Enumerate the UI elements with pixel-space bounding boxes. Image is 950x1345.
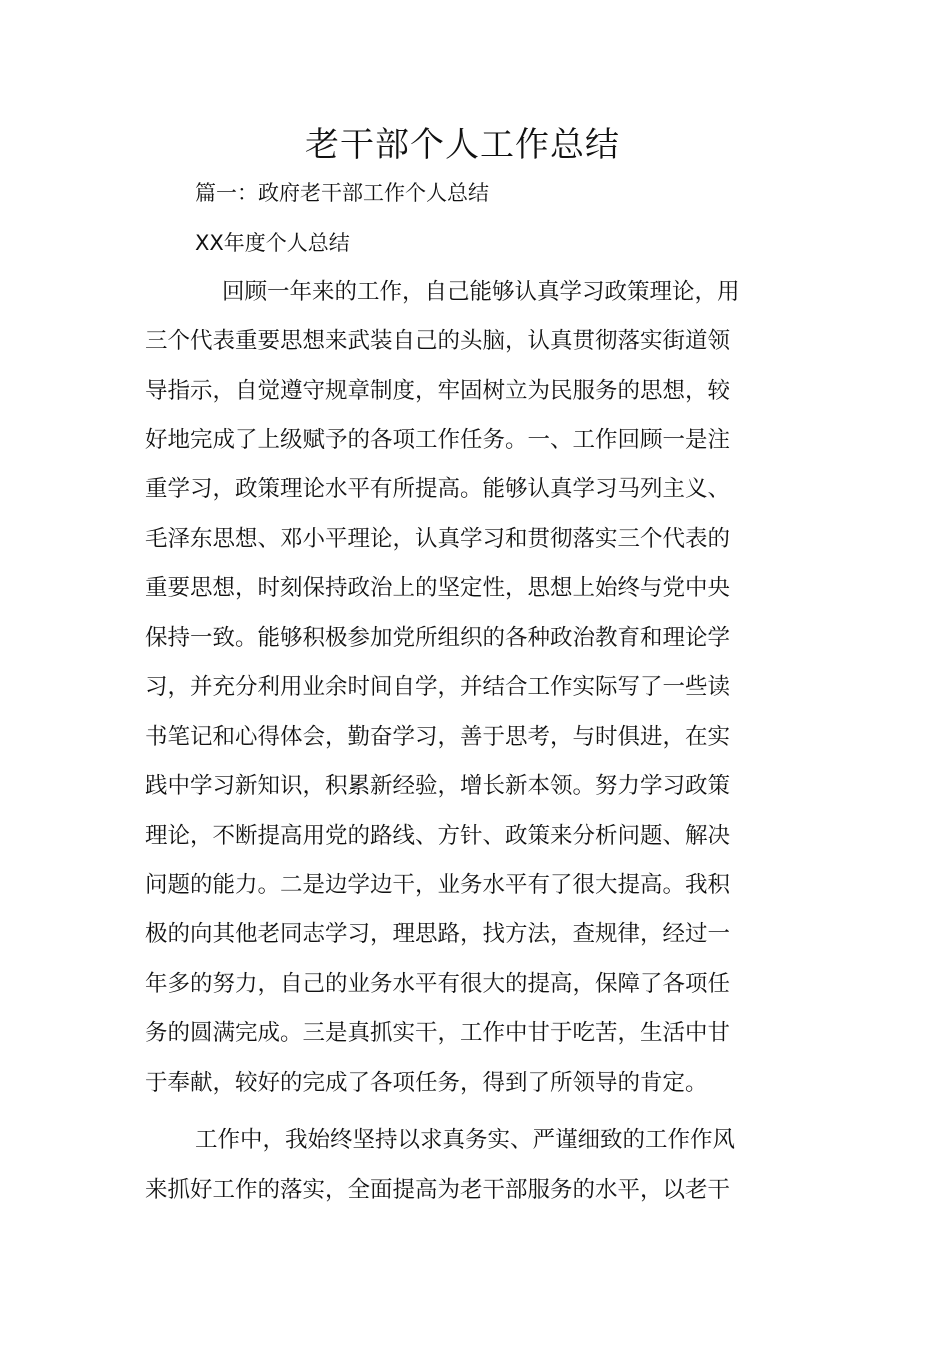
paragraph-1-line: 极的向其他老同志学习，理思路，找方法，查规律，经过一 — [145, 921, 731, 947]
paragraph-1-line: 导指示，自觉遵守规章制度，牢固树立为民服务的思想，较 — [145, 378, 731, 404]
paragraph-1-line: 三个代表重要思想来武装自己的头脑，认真贯彻落实街道领 — [145, 328, 731, 354]
subheading-part-one: 篇一：政府老干部工作个人总结 — [195, 181, 489, 205]
paragraph-1-line: 年多的努力，自己的业务水平有很大的提高，保障了各项任 — [145, 971, 731, 997]
paragraph-1-line: 务的圆满完成。三是真抓实干，工作中甘于吃苦，生活中甘 — [145, 1020, 731, 1046]
paragraph-1-line: 好地完成了上级赋予的各项工作任务。一、工作回顾一是注 — [145, 427, 731, 453]
paragraph-1-line: 毛泽东思想、邓小平理论，认真学习和贯彻落实三个代表的 — [145, 526, 731, 552]
paragraph-1-line: 理论，不断提高用党的路线、方针、政策来分析问题、解决 — [145, 823, 731, 849]
paragraph-1-line: 于奉献，较好的完成了各项任务，得到了所领导的肯定。 — [145, 1070, 708, 1096]
paragraph-1-line: 保持一致。能够积极参加党所组织的各种政治教育和理论学 — [145, 625, 731, 651]
paragraph-1-line: 习，并充分利用业余时间自学，并结合工作实际写了一些读 — [145, 674, 731, 700]
paragraph-2-line: 工作中，我始终坚持以求真务实、严谨细致的工作作风 — [195, 1127, 736, 1153]
subheading-year-summary: XX年度个人总结 — [195, 231, 350, 255]
document-title: 老干部个人工作总结 — [305, 125, 620, 165]
paragraph-1-line: 践中学习新知识，积累新经验，增长新本领。努力学习政策 — [145, 773, 731, 799]
paragraph-1-line: 回顾一年来的工作，自己能够认真学习政策理论，用 — [222, 279, 740, 305]
paragraph-2-line: 来抓好工作的落实，全面提高为老干部服务的水平，以老干 — [145, 1177, 731, 1203]
paragraph-1-line: 问题的能力。二是边学边干，业务水平有了很大提高。我积 — [145, 872, 731, 898]
paragraph-1-line: 重要思想，时刻保持政治上的坚定性，思想上始终与党中央 — [145, 575, 731, 601]
paragraph-1-line: 书笔记和心得体会，勤奋学习，善于思考，与时俱进，在实 — [145, 724, 731, 750]
paragraph-1-line: 重学习，政策理论水平有所提高。能够认真学习马列主义、 — [145, 476, 731, 502]
